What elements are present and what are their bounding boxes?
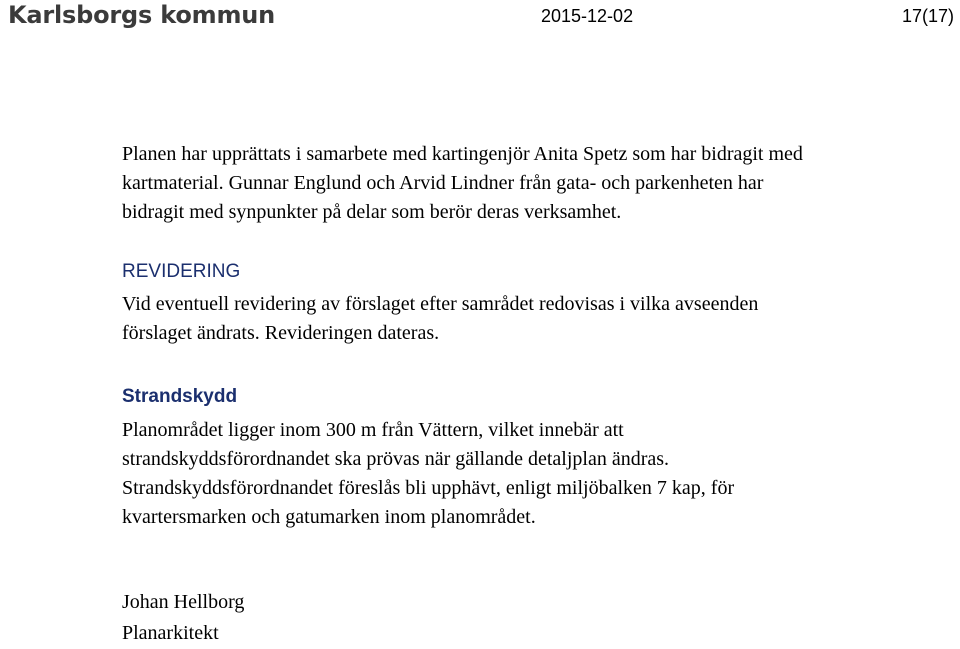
document-date: 2015-12-02 — [541, 6, 634, 26]
paragraph-line: kvartersmarken och gatumarken inom planområdet. — [122, 506, 536, 528]
signature-name: Johan Hellborg — [122, 591, 245, 613]
paragraph-line: strandskyddsförordnandet ska prövas när gällande detaljplan ändras. — [122, 448, 670, 470]
paragraph-line: bidragit med synpunkter på delar som berör deras verksamhet. — [122, 201, 622, 223]
paragraph-line: Planområdet ligger inom 300 m från Vättern, vilket innebär att — [122, 419, 624, 441]
paragraph-line: förslaget ändrats. Revideringen dateras. — [122, 322, 440, 344]
paragraph-line: Planen har upprättats i samarbete med kartingenjör Anita Spetz som har bidragit med — [122, 143, 803, 165]
intro-paragraph — [122, 140, 803, 227]
paragraph-line: Vid eventuell revidering av förslaget efter samrådet redovisas i vilka avseenden — [122, 293, 759, 315]
municipality-logo: Karlsborgs kommun — [8, 1, 276, 29]
revidering-paragraph — [122, 290, 758, 348]
strandskydd-paragraph — [122, 416, 734, 532]
page-number: 17(17) — [901, 6, 954, 26]
signature-block — [122, 587, 244, 649]
section-heading-strandskydd: Strandskydd — [122, 386, 238, 407]
signature-title: Planarkitekt — [122, 622, 219, 644]
paragraph-line: kartmaterial. Gunnar Englund och Arvid Lindner från gata- och parkenheten har — [122, 172, 764, 194]
page-header — [0, 0, 960, 34]
paragraph-line: Strandskyddsförordnandet föreslås bli upphävt, enligt miljöbalken 7 kap, för — [122, 477, 735, 499]
section-heading-revidering: REVIDERING — [122, 261, 241, 282]
